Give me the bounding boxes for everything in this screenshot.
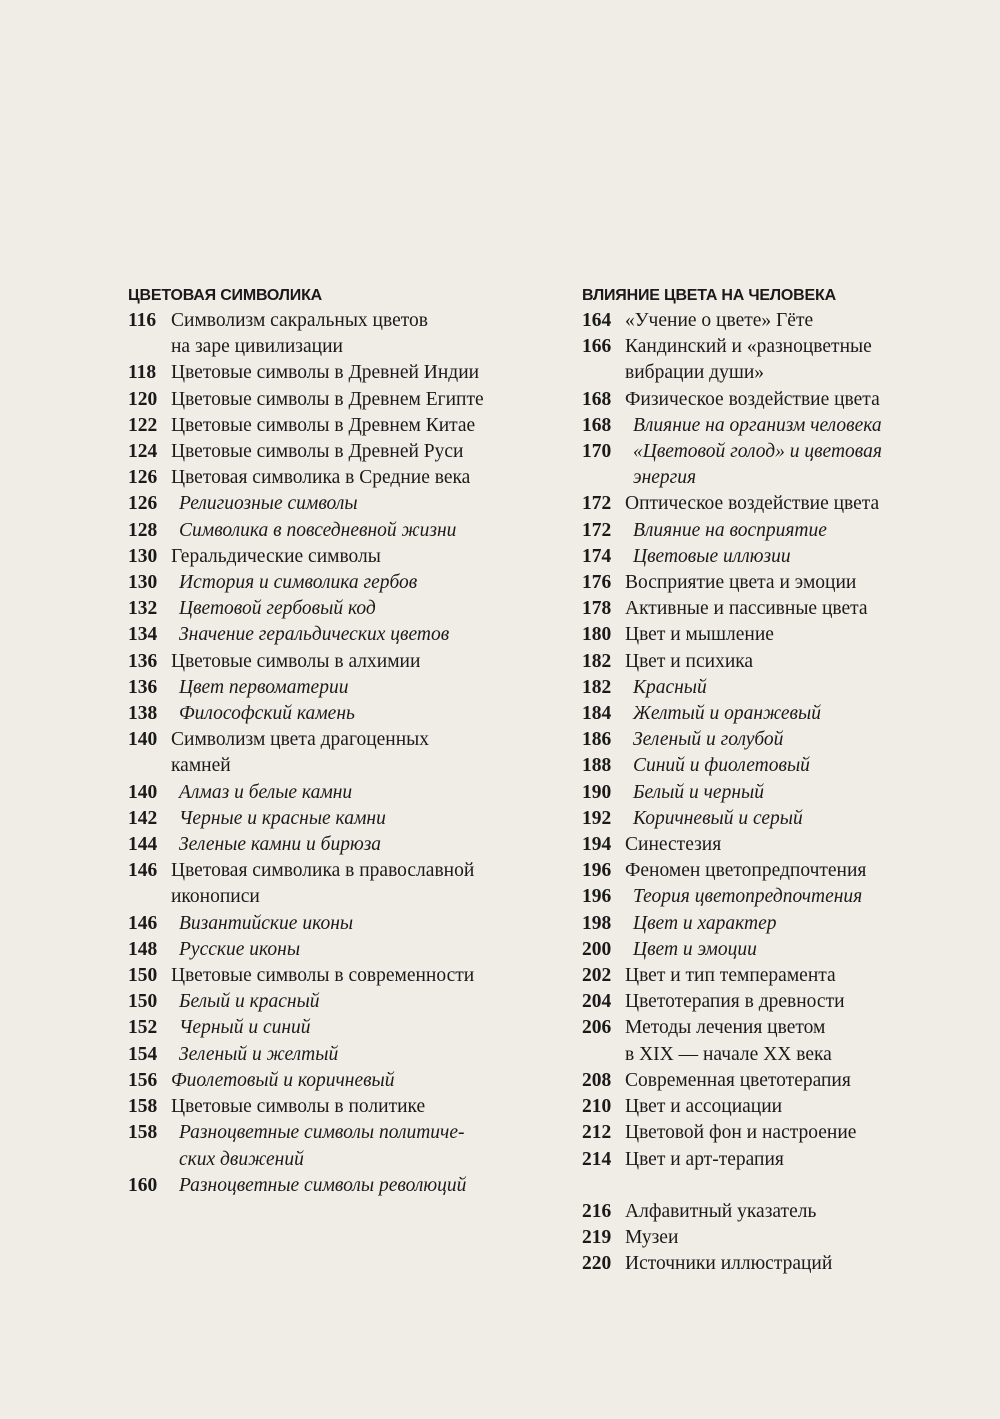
entry-title	[625, 701, 982, 727]
page-number: 172	[582, 519, 612, 541]
toc-subentry	[582, 727, 982, 753]
page-number: 160	[128, 1174, 158, 1196]
entry-title	[625, 1199, 982, 1225]
entry-title-line: Алмаз и белые камни	[179, 781, 353, 803]
entry-title-line: «Цветовой голод» и цветовая	[633, 441, 882, 463]
toc-subentry	[128, 832, 548, 858]
page-number: 210	[582, 1096, 612, 1118]
page-number: 192	[582, 807, 612, 829]
entry-title-line: Символика в повседневной жизни	[179, 519, 457, 541]
entry-title	[171, 1120, 548, 1172]
entry-title	[625, 334, 982, 386]
page-number: 184	[582, 703, 612, 725]
entry-title	[171, 491, 548, 517]
entry-title	[171, 413, 548, 439]
entry-title-line: Зеленый и желтый	[179, 1043, 339, 1065]
page-number: 172	[582, 493, 612, 515]
page-number: 178	[582, 598, 612, 620]
entry-title-line: Активные и пассивные цвета	[625, 598, 868, 620]
toc-entry	[582, 334, 982, 386]
entry-title-line: Разноцветные символы революций	[179, 1174, 467, 1196]
page-number: 212	[582, 1122, 612, 1144]
page-number: 122	[128, 414, 158, 436]
entry-title	[171, 780, 548, 806]
toc-entry	[582, 1147, 982, 1173]
page-number: 144	[128, 834, 158, 856]
page-number: 208	[582, 1069, 612, 1091]
page-number: 126	[128, 467, 158, 489]
entry-title-line: Зеленый и голубой	[633, 729, 784, 751]
entry-title-line: Цвет и тип темперамента	[625, 965, 836, 987]
page-number: 138	[128, 703, 158, 725]
entry-title	[171, 360, 548, 386]
entry-title	[625, 570, 982, 596]
entry-title-line: Русские иконы	[179, 938, 301, 960]
entry-title-line: Цветовые символы в алхимии	[171, 650, 421, 672]
entry-title	[171, 1068, 548, 1094]
entry-title-line: Цветовые символы в Древнем Китае	[171, 414, 476, 436]
toc-entry	[128, 544, 548, 570]
toc-column-left	[128, 284, 548, 1199]
page-number: 118	[128, 362, 157, 384]
toc-entry	[582, 1199, 982, 1225]
toc-entry	[582, 649, 982, 675]
toc-list	[128, 308, 548, 1199]
toc-subentry	[128, 989, 548, 1015]
toc-subentry	[128, 622, 548, 648]
entry-title-line: Черный и синий	[179, 1017, 311, 1039]
spacer	[582, 1173, 982, 1199]
toc-subentry	[128, 1068, 548, 1094]
entry-title	[625, 727, 982, 753]
entry-title	[171, 518, 548, 544]
entry-title	[171, 806, 548, 832]
page-number: 186	[582, 729, 612, 751]
entry-title	[625, 518, 982, 544]
entry-title-line: Синий и фиолетовый	[633, 755, 810, 777]
toc-subentry	[128, 1173, 548, 1199]
toc-subentry	[582, 753, 982, 779]
entry-title	[625, 439, 982, 491]
page-number: 176	[582, 572, 612, 594]
entry-title-line: Цвет и характер	[633, 912, 777, 934]
toc-subentry	[128, 1120, 548, 1172]
page-number: 180	[582, 624, 612, 646]
page-number: 130	[128, 572, 158, 594]
page-number: 164	[582, 310, 612, 331]
entry-title	[625, 491, 982, 517]
toc-subentry	[128, 491, 548, 517]
toc-entry	[582, 491, 982, 517]
toc-entry	[128, 963, 548, 989]
entry-title-line: Цвет и эмоции	[633, 938, 757, 960]
entry-title-line: иконописи	[171, 886, 260, 908]
entry-title	[171, 911, 548, 937]
entry-title-line: Цветовые символы в современности	[171, 965, 475, 987]
entry-title-line: камней	[171, 755, 231, 777]
entry-title-line: энергия	[633, 467, 697, 489]
entry-title-line: на заре цивилизации	[171, 336, 343, 358]
entry-title	[171, 1173, 548, 1199]
entry-title	[171, 675, 548, 701]
entry-title-line: Цветотерапия в древности	[625, 991, 845, 1013]
toc-entry	[582, 1094, 982, 1120]
toc-subentry	[582, 544, 982, 570]
toc-entry	[582, 1120, 982, 1146]
toc-entry	[128, 858, 548, 910]
entry-title	[625, 753, 982, 779]
toc-entry	[128, 387, 548, 413]
page-number: 182	[582, 650, 612, 672]
entry-title	[625, 596, 982, 622]
entry-title-line: Символизм сакральных цветов	[171, 310, 428, 331]
page-number: 168	[582, 388, 612, 410]
entry-title	[171, 727, 548, 779]
toc-entry	[128, 439, 548, 465]
page-number: 188	[582, 755, 612, 777]
entry-title-line: «Учение о цвете» Гёте	[625, 310, 814, 331]
toc-entry	[582, 1251, 982, 1277]
back-matter-list	[582, 1199, 982, 1278]
entry-title-line: Восприятие цвета и эмоции	[625, 572, 857, 594]
entry-title	[171, 308, 548, 360]
entry-title-line: Физическое воздействие цвета	[625, 388, 880, 410]
entry-title-line: Алфавитный указатель	[625, 1200, 817, 1222]
entry-title-line: Влияние на организм человека	[633, 414, 882, 436]
entry-title	[171, 570, 548, 596]
toc-subentry	[128, 1015, 548, 1041]
entry-title-line: Цветовые символы в Древнем Египте	[171, 388, 484, 410]
page-number: 128	[128, 519, 158, 541]
entry-title	[171, 1015, 548, 1041]
toc-subentry	[582, 413, 982, 439]
entry-title	[625, 544, 982, 570]
entry-title-line: Геральдические символы	[171, 545, 381, 567]
page-number: 168	[582, 414, 612, 436]
toc-subentry	[582, 518, 982, 544]
toc-subentry	[582, 701, 982, 727]
page-number: 202	[582, 965, 612, 987]
entry-title-line: Цвет и арт-терапия	[625, 1148, 784, 1170]
entry-title-line: Красный	[633, 676, 707, 698]
page-number: 142	[128, 807, 158, 829]
entry-title	[171, 858, 548, 910]
entry-title-line: Фиолетовый и коричневый	[171, 1069, 395, 1091]
entry-title	[625, 1068, 982, 1094]
toc-subentry	[128, 911, 548, 937]
toc-entry	[582, 1015, 982, 1067]
section-heading: ЦВЕТОВАЯ СИМВОЛИКА	[128, 287, 323, 304]
page-number: 152	[128, 1017, 158, 1039]
toc-subentry	[128, 675, 548, 701]
entry-title	[625, 806, 982, 832]
entry-title	[171, 622, 548, 648]
entry-title	[625, 649, 982, 675]
page-number: 124	[128, 441, 158, 463]
entry-title	[171, 963, 548, 989]
entry-title	[625, 884, 982, 910]
entry-title	[171, 937, 548, 963]
entry-title	[625, 413, 982, 439]
entry-title	[171, 989, 548, 1015]
entry-title-line: Музеи	[625, 1227, 679, 1249]
page-number: 196	[582, 860, 612, 882]
entry-title	[625, 911, 982, 937]
page-number: 148	[128, 938, 158, 960]
toc-entry	[582, 387, 982, 413]
entry-title	[625, 832, 982, 858]
page-number: 219	[582, 1227, 612, 1249]
entry-title	[171, 1094, 548, 1120]
entry-title-line: Цветовые символы в политике	[171, 1096, 426, 1118]
toc-entry	[582, 308, 982, 334]
entry-title-line: Коричневый и серый	[633, 807, 803, 829]
toc-subentry	[582, 937, 982, 963]
page-number: 146	[128, 860, 158, 882]
entry-title-line: Значение геральдических цветов	[179, 624, 450, 646]
toc-entry	[128, 308, 548, 360]
entry-title	[625, 308, 982, 334]
page-number: 196	[582, 886, 612, 908]
toc-entry	[582, 1225, 982, 1251]
toc-subentry	[128, 780, 548, 806]
entry-title-line: Цветовые символы в Древней Индии	[171, 362, 480, 384]
page-number: 132	[128, 598, 158, 620]
toc-subentry	[582, 884, 982, 910]
page-number: 182	[582, 676, 612, 698]
toc-entry	[582, 858, 982, 884]
page-number: 156	[128, 1069, 158, 1091]
entry-title-line: Белый и черный	[633, 781, 764, 803]
entry-title	[625, 780, 982, 806]
page-number: 216	[582, 1200, 612, 1222]
page-number: 200	[582, 938, 612, 960]
page-number: 194	[582, 834, 612, 856]
toc-subentry	[128, 596, 548, 622]
entry-title-line: Методы лечения цветом	[625, 1017, 826, 1039]
entry-title-line: Цвет и ассоциации	[625, 1096, 783, 1118]
entry-title-line: Цветовой гербовый код	[179, 598, 376, 620]
page-number: 130	[128, 545, 158, 567]
toc-entry	[582, 596, 982, 622]
entry-title-line: Феномен цветопредпочтения	[625, 860, 867, 882]
entry-title	[171, 439, 548, 465]
entry-title-line: Оптическое воздействие цвета	[625, 493, 880, 515]
entry-title	[171, 596, 548, 622]
entry-title-line: Зеленые камни и бирюза	[179, 834, 382, 856]
entry-title	[625, 1094, 982, 1120]
entry-title	[625, 1225, 982, 1251]
entry-title	[171, 544, 548, 570]
toc-subentry	[128, 806, 548, 832]
entry-title	[625, 622, 982, 648]
page-number: 220	[582, 1253, 612, 1275]
toc-entry	[128, 1094, 548, 1120]
entry-title-line: Влияние на восприятие	[633, 519, 827, 541]
entry-title-line: Кандинский и «разноцветные	[625, 336, 872, 358]
page-number: 204	[582, 991, 612, 1013]
entry-title	[171, 1042, 548, 1068]
page-number: 214	[582, 1148, 612, 1170]
toc-entry	[128, 465, 548, 491]
entry-title-line: Религиозные символы	[179, 493, 358, 515]
toc-subentry	[128, 570, 548, 596]
entry-title-line: Источники иллюстраций	[625, 1253, 833, 1275]
toc-entry	[582, 622, 982, 648]
toc-subentry	[582, 675, 982, 701]
toc-list	[582, 308, 982, 1173]
page-number: 146	[128, 912, 158, 934]
toc-entry	[582, 832, 982, 858]
entry-title-line: Цветовая символика в Средние века	[171, 467, 471, 489]
entry-title	[171, 465, 548, 491]
entry-title-line: Цветовые иллюзии	[633, 545, 791, 567]
toc-subentry	[582, 806, 982, 832]
entry-title	[171, 701, 548, 727]
page-number: 206	[582, 1017, 612, 1039]
toc-entry	[128, 649, 548, 675]
page-number: 154	[128, 1043, 158, 1065]
entry-title-line: Синестезия	[625, 834, 722, 856]
toc-subentry	[128, 701, 548, 727]
entry-title-line: Цветовая символика в православной	[171, 860, 475, 882]
entry-title	[625, 1251, 982, 1277]
toc-subentry	[128, 1042, 548, 1068]
toc-entry	[582, 963, 982, 989]
toc-subentry	[582, 911, 982, 937]
entry-title	[171, 832, 548, 858]
toc-entry	[582, 570, 982, 596]
entry-title-line: Цвет первоматерии	[179, 676, 349, 698]
section-heading: ВЛИЯНИЕ ЦВЕТА НА ЧЕЛОВЕКА	[582, 287, 836, 304]
toc-entry	[128, 727, 548, 779]
entry-title	[625, 1015, 982, 1067]
entry-title-line: Цвет и психика	[625, 650, 754, 672]
entry-title	[625, 963, 982, 989]
page-number: 140	[128, 729, 158, 751]
toc-entry	[128, 360, 548, 386]
toc-subentry	[582, 439, 982, 491]
page-number: 174	[582, 545, 612, 567]
entry-title	[171, 649, 548, 675]
entry-title-line: Цветовой фон и настроение	[625, 1122, 857, 1144]
toc-subentry	[128, 937, 548, 963]
entry-title-line: Символизм цвета драгоценных	[171, 729, 430, 751]
entry-title-line: Цвет и мышление	[625, 624, 774, 646]
page-number: 150	[128, 965, 158, 987]
entry-title-line: Цветовые символы в Древней Руси	[171, 441, 464, 463]
entry-title	[625, 858, 982, 884]
toc-column-right	[582, 284, 982, 1278]
entry-title	[625, 387, 982, 413]
page-number: 170	[582, 441, 612, 463]
entry-title	[625, 989, 982, 1015]
toc-entry	[128, 413, 548, 439]
toc-entry	[582, 1068, 982, 1094]
page-number: 158	[128, 1096, 158, 1118]
page-number: 150	[128, 991, 158, 1013]
entry-title-line: Византийские иконы	[179, 912, 354, 934]
page-number: 198	[582, 912, 612, 934]
toc-subentry	[582, 780, 982, 806]
entry-title	[625, 1120, 982, 1146]
entry-title-line: вибрации души»	[625, 362, 765, 384]
toc-subentry	[128, 518, 548, 544]
page-number: 166	[582, 336, 612, 358]
entry-title-line: ских движений	[179, 1148, 304, 1170]
page-number: 140	[128, 781, 158, 803]
toc-entry	[582, 989, 982, 1015]
entry-title-line: Желтый и оранжевый	[633, 703, 821, 725]
entry-title	[625, 937, 982, 963]
page-number: 136	[128, 676, 158, 698]
page-number: 126	[128, 493, 158, 515]
entry-title-line: Теория цветопредпочтения	[633, 886, 863, 908]
entry-title-line: в XIX — начале XX века	[625, 1043, 832, 1065]
entry-title	[625, 1147, 982, 1173]
page-number: 158	[128, 1122, 158, 1144]
entry-title-line: Современная цветотерапия	[625, 1069, 851, 1091]
page-number: 190	[582, 781, 612, 803]
page-number: 120	[128, 388, 158, 410]
page-number: 134	[128, 624, 158, 646]
entry-title	[625, 675, 982, 701]
entry-title-line: Черные и красные камни	[179, 807, 386, 829]
page-number: 116	[128, 310, 157, 331]
entry-title-line: Белый и красный	[179, 991, 320, 1013]
entry-title-line: Философский камень	[179, 703, 355, 725]
entry-title	[171, 387, 548, 413]
entry-title-line: История и символика гербов	[179, 572, 418, 594]
page-number: 136	[128, 650, 158, 672]
entry-title-line: Разноцветные символы политиче-	[179, 1122, 465, 1144]
